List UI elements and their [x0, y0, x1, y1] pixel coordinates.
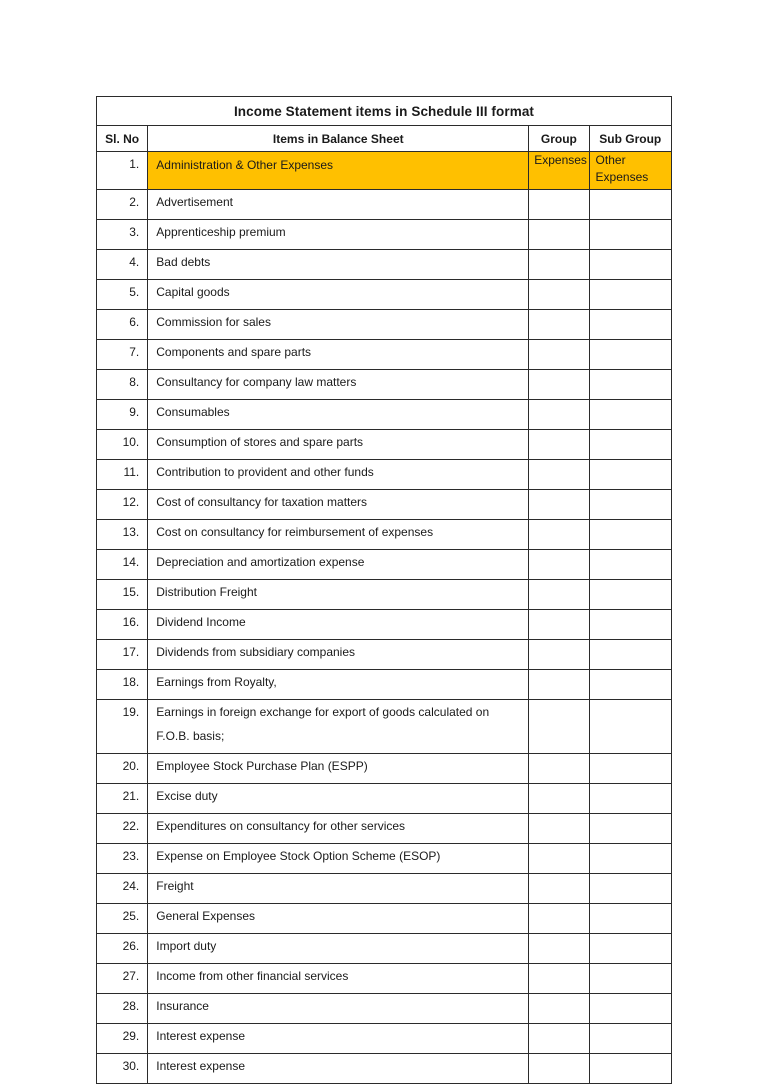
row-sub-group [589, 814, 671, 844]
table-body [97, 152, 672, 1084]
row-group [529, 370, 589, 400]
row-sub-group [589, 1054, 671, 1084]
row-item-text: Consumption of stores and spare parts [156, 435, 364, 449]
table-row [97, 400, 672, 430]
row-item-text: Contribution to provident and other funds [156, 465, 374, 479]
row-group [529, 640, 589, 670]
header-group: Group [529, 126, 589, 152]
row-sl-no: 13. [97, 520, 148, 550]
row-sl-no: 28. [97, 994, 148, 1024]
row-group [529, 784, 589, 814]
row-item-cell [148, 580, 529, 610]
table-row [97, 250, 672, 280]
row-sl-no: 22. [97, 814, 148, 844]
row-item-cell [148, 152, 529, 190]
table-row [97, 670, 672, 700]
row-sl-no: 4. [97, 250, 148, 280]
row-item-text: Dividends from subsidiary companies [156, 645, 356, 659]
header-sl-no: Sl. No [97, 126, 148, 152]
row-item-cell [148, 814, 529, 844]
row-sub-group [589, 784, 671, 814]
table-title-row [97, 97, 672, 126]
table-row [97, 1024, 672, 1054]
row-item-text: General Expenses [156, 909, 255, 923]
row-item-text: Dividend Income [156, 615, 246, 629]
table-row [97, 640, 672, 670]
row-item-cell [148, 994, 529, 1024]
row-item-cell [148, 1054, 529, 1084]
row-sl-no: 24. [97, 874, 148, 904]
table-row [97, 844, 672, 874]
row-item-cell [148, 190, 529, 220]
row-group [529, 310, 589, 340]
row-sub-group [589, 340, 671, 370]
row-item-cell [148, 400, 529, 430]
row-sl-no: 6. [97, 310, 148, 340]
row-item-text: Earnings in foreign exchange for export of goods calculated on F.O.B. basis; [156, 705, 490, 743]
row-item-text: Freight [156, 879, 194, 893]
row-group [529, 610, 589, 640]
row-item-text: Cost on consultancy for reimbursement of expenses [156, 525, 434, 539]
table-row [97, 754, 672, 784]
row-group [529, 874, 589, 904]
row-sub-group [589, 580, 671, 610]
row-item-text: Components and spare parts [156, 345, 312, 359]
row-item-text: Income from other financial services [156, 969, 349, 983]
row-group [529, 220, 589, 250]
row-group [529, 580, 589, 610]
row-item-cell [148, 520, 529, 550]
row-group [529, 844, 589, 874]
row-item-cell [148, 370, 529, 400]
row-sub-group [589, 370, 671, 400]
row-item-cell [148, 844, 529, 874]
schedule-table [96, 96, 672, 1084]
row-group [529, 400, 589, 430]
row-sl-no: 23. [97, 844, 148, 874]
row-sl-no: 27. [97, 964, 148, 994]
row-item-cell [148, 1024, 529, 1054]
row-sl-no: 5. [97, 280, 148, 310]
table-row [97, 430, 672, 460]
row-item-text: Commission for sales [156, 315, 271, 329]
row-item-text: Import duty [156, 939, 217, 953]
table-row [97, 580, 672, 610]
row-group [529, 964, 589, 994]
row-group [529, 190, 589, 220]
row-item-text: Expenditures on consultancy for other services [156, 819, 406, 833]
header-sub-group: Sub Group [589, 126, 671, 152]
row-item-text: Insurance [156, 999, 209, 1013]
row-sl-no: 30. [97, 1054, 148, 1084]
row-sub-group [589, 670, 671, 700]
row-item-text: Consumables [156, 405, 230, 419]
row-item-cell [148, 964, 529, 994]
row-group [529, 994, 589, 1024]
row-item-cell [148, 310, 529, 340]
row-group [529, 550, 589, 580]
row-item-cell [148, 490, 529, 520]
row-item-cell [148, 640, 529, 670]
row-item-cell [148, 250, 529, 280]
row-item-text: Consultancy for company law matters [156, 375, 357, 389]
table-row [97, 610, 672, 640]
row-sub-group [589, 250, 671, 280]
row-sl-no: 17. [97, 640, 148, 670]
row-sl-no: 14. [97, 550, 148, 580]
row-item-text: Bad debts [156, 255, 211, 269]
row-sl-no: 21. [97, 784, 148, 814]
row-group [529, 430, 589, 460]
row-group [529, 250, 589, 280]
row-sub-group [589, 640, 671, 670]
row-sub-group [589, 904, 671, 934]
row-item-cell [148, 784, 529, 814]
row-item-cell [148, 904, 529, 934]
row-item-cell [148, 460, 529, 490]
row-sub-group [589, 1024, 671, 1054]
row-item-text: Administration & Other Expenses [156, 158, 334, 172]
table-row [97, 874, 672, 904]
row-sl-no: 9. [97, 400, 148, 430]
table-row [97, 1054, 672, 1084]
table-row [97, 490, 672, 520]
row-sub-group [589, 844, 671, 874]
row-group [529, 814, 589, 844]
row-sl-no: 12. [97, 490, 148, 520]
row-sl-no: 15. [97, 580, 148, 610]
row-group [529, 340, 589, 370]
table-header-row [97, 126, 672, 152]
row-item-cell [148, 430, 529, 460]
row-sl-no: 16. [97, 610, 148, 640]
table-row [97, 152, 672, 190]
row-sl-no: 29. [97, 1024, 148, 1054]
row-sub-group [589, 964, 671, 994]
row-group [529, 280, 589, 310]
row-sub-group [589, 400, 671, 430]
row-sub-group [589, 430, 671, 460]
row-sub-group [589, 190, 671, 220]
row-group [529, 754, 589, 784]
row-sl-no: 25. [97, 904, 148, 934]
table-row [97, 934, 672, 964]
row-group [529, 1054, 589, 1084]
row-group [529, 520, 589, 550]
row-sub-group [589, 934, 671, 964]
row-sub-group [589, 220, 671, 250]
table-row [97, 904, 672, 934]
row-sub-group [589, 460, 671, 490]
table-row [97, 994, 672, 1024]
row-sl-no: 19. [97, 700, 148, 754]
row-item-text: Earnings from Royalty, [156, 675, 277, 689]
row-sl-no: 11. [97, 460, 148, 490]
row-item-cell [148, 874, 529, 904]
row-sub-group [589, 610, 671, 640]
row-item-cell [148, 610, 529, 640]
row-item-cell [148, 220, 529, 250]
row-item-cell [148, 340, 529, 370]
row-item-text: Excise duty [156, 789, 218, 803]
row-sl-no: 26. [97, 934, 148, 964]
row-sub-group: Other Expenses [589, 152, 671, 190]
table-title: Income Statement items in Schedule III format [97, 97, 672, 126]
row-item-text: Distribution Freight [156, 585, 257, 599]
row-item-cell [148, 670, 529, 700]
table-row [97, 964, 672, 994]
row-sub-group [589, 700, 671, 754]
row-group [529, 904, 589, 934]
row-sub-group [589, 520, 671, 550]
table-row [97, 784, 672, 814]
row-group [529, 670, 589, 700]
row-item-cell [148, 934, 529, 964]
row-sub-group [589, 550, 671, 580]
row-item-text: Advertisement [156, 195, 233, 209]
table-row [97, 520, 672, 550]
row-sub-group [589, 310, 671, 340]
table-row [97, 370, 672, 400]
row-sub-group [589, 280, 671, 310]
row-sl-no: 10. [97, 430, 148, 460]
row-sl-no: 7. [97, 340, 148, 370]
row-item-text: Interest expense [156, 1059, 245, 1073]
row-item-cell [148, 280, 529, 310]
row-sl-no: 1. [97, 152, 148, 190]
row-sub-group [589, 754, 671, 784]
table-row [97, 700, 672, 754]
schedule-table-container [96, 96, 672, 1084]
row-sub-group [589, 994, 671, 1024]
table-row [97, 814, 672, 844]
row-sub-group [589, 874, 671, 904]
row-group [529, 1024, 589, 1054]
row-sl-no: 3. [97, 220, 148, 250]
row-item-text: Cost of consultancy for taxation matters [156, 495, 368, 509]
table-row [97, 460, 672, 490]
row-sl-no: 2. [97, 190, 148, 220]
row-group [529, 700, 589, 754]
row-item-text: Expense on Employee Stock Option Scheme (ESOP) [156, 849, 441, 863]
row-group: Expenses [529, 152, 589, 190]
row-item-cell [148, 700, 529, 754]
table-row [97, 340, 672, 370]
table-row [97, 280, 672, 310]
row-item-text: Depreciation and amortization expense [156, 555, 365, 569]
row-item-text: Interest expense [156, 1029, 245, 1043]
row-item-cell [148, 754, 529, 784]
row-item-text: Apprenticeship premium [156, 225, 286, 239]
row-sl-no: 18. [97, 670, 148, 700]
header-items: Items in Balance Sheet [148, 126, 529, 152]
row-sl-no: 20. [97, 754, 148, 784]
table-row [97, 190, 672, 220]
row-sub-group [589, 490, 671, 520]
row-group [529, 460, 589, 490]
table-row [97, 220, 672, 250]
row-group [529, 490, 589, 520]
row-group [529, 934, 589, 964]
row-item-text: Employee Stock Purchase Plan (ESPP) [156, 759, 368, 773]
row-item-cell [148, 550, 529, 580]
table-row [97, 310, 672, 340]
row-sl-no: 8. [97, 370, 148, 400]
table-row [97, 550, 672, 580]
row-item-text: Capital goods [156, 285, 230, 299]
